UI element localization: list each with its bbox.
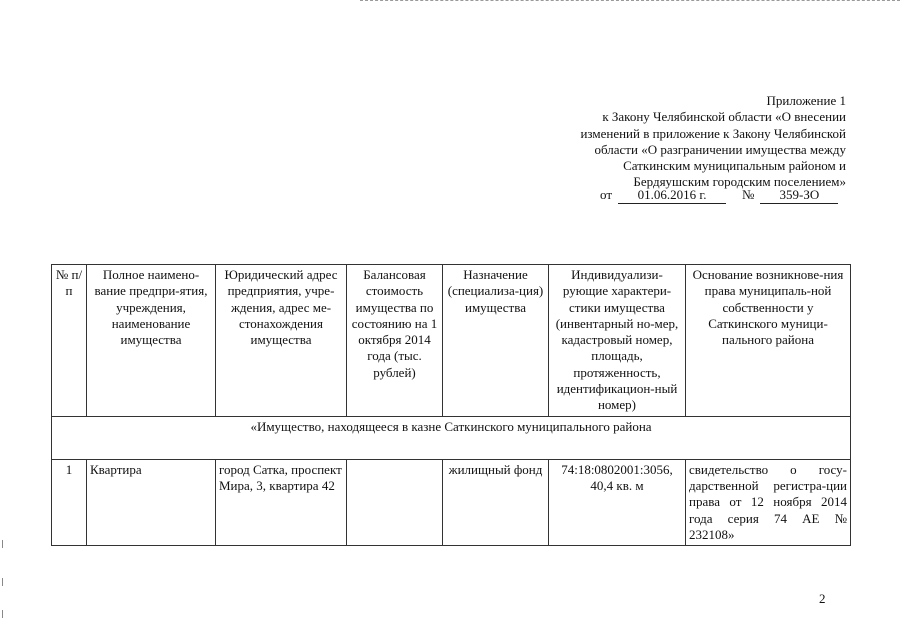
table-row	[52, 459, 851, 545]
number-label: №	[742, 187, 755, 202]
annex-line: области «О разграничении имущества между	[594, 141, 846, 157]
law-reference	[600, 187, 838, 204]
scan-margin-mark	[2, 578, 3, 586]
annex-line: Приложение 1	[766, 93, 846, 108]
cell-number: 1	[52, 459, 87, 545]
col-header-basis: Основание возникнове-ния права муниципаль-ной собственности у Саткинского муници-пального района	[686, 265, 851, 417]
annex-header	[516, 93, 846, 191]
col-header-number: № п/п	[52, 265, 87, 417]
scan-margin-mark	[2, 610, 3, 618]
cell-characteristics: 74:18:0802001:3056, 40,4 кв. м	[549, 459, 686, 545]
cell-address: город Сатка, проспект Мира, 3, квартира 42	[216, 459, 347, 545]
law-number: 359-ЗО	[760, 187, 838, 204]
law-date: 01.06.2016 г.	[618, 187, 726, 204]
cell-purpose: жилищный фонд	[443, 459, 549, 545]
cell-value	[347, 459, 443, 545]
scan-margin-mark	[2, 540, 3, 548]
col-header-characteristics: Индивидуализи-рующие характери-стики имущества (инвентарный но-мер, кадастровый номер, площадь, протяженность, идентификацион-ный номер)	[549, 265, 686, 417]
cell-name: Квартира	[87, 459, 216, 545]
annex-line: Бердяушским городским поселением»	[633, 174, 846, 190]
annex-line: Саткинским муниципальным районом и	[623, 158, 846, 174]
section-row	[52, 416, 851, 459]
annex-line: к Закону Челябинской области «О внесении	[602, 109, 846, 125]
col-header-address: Юридический адрес предприятия, учре-ждения, адрес ме-стонахождения имущества	[216, 265, 347, 417]
col-header-name: Полное наимено-вание предпри-ятия, учреждения, наименование имущества	[87, 265, 216, 417]
annex-line: изменений в приложение к Закону Челябинской	[580, 125, 846, 141]
cell-basis: свидетельство о госу-дарственной регистра-ции права от 12 ноября 2014 года серия 74 АЕ № 232108»	[686, 459, 851, 545]
property-table	[51, 264, 851, 546]
table-header-row	[52, 265, 851, 417]
col-header-value: Балансовая стоимость имущества по состоянию на 1 октября 2014 года (тыс. рублей)	[347, 265, 443, 417]
col-header-purpose: Назначение (специализа-ция) имущества	[443, 265, 549, 417]
scan-edge-line	[360, 0, 900, 3]
from-label: от	[600, 187, 613, 202]
page-number: 2	[819, 591, 826, 606]
section-title: «Имущество, находящееся в казне Саткинского муниципального района	[52, 416, 851, 459]
